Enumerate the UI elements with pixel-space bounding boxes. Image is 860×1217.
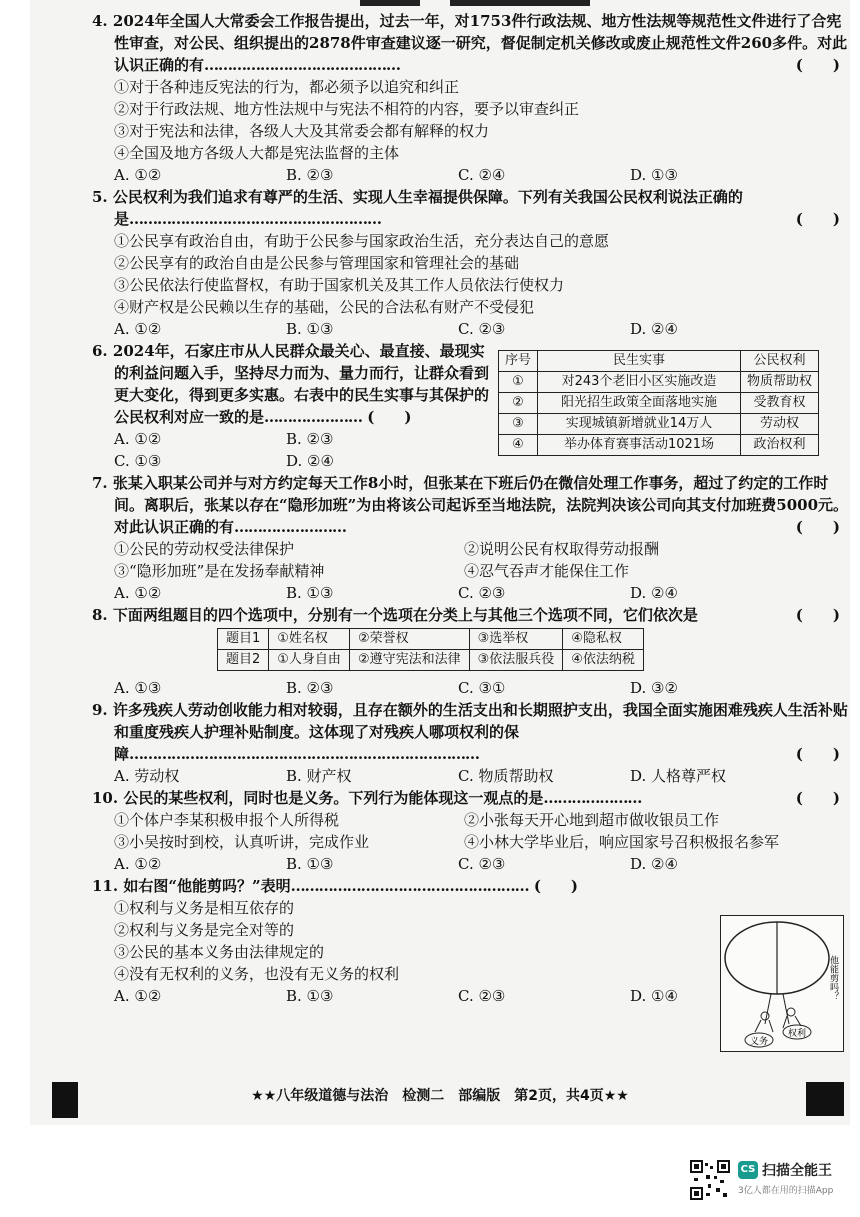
option-a: A. ①② [114,987,162,1005]
option-a: A. ①② [114,320,162,338]
question-stem: 6. 2024年，石家庄市从人民群众最关心、最直接、最现实的利益问题入手，坚持尽力而为、量力而行，让群众看到更大变化，得到更多实惠。右表中的民生实事与其保护的公民权利对应一致的是 [92,342,490,426]
table-cell: ④隐私权 [563,629,644,650]
exam-sheet [30,0,850,1125]
option-c: C. ②③ [458,987,506,1005]
table-cell: 受教育权 [741,393,819,414]
option-d: D. ②④ [630,855,678,873]
table-cell: ②遵守宪法和法律 [349,650,469,671]
table-cell: 政治权利 [741,435,819,456]
option-b: B. 财产权 [286,767,352,785]
table-row [218,650,644,671]
option-c: C. ①③ [114,452,162,470]
question-5: 5. 公民权利为我们追求有尊严的生活、实现人生幸福提供保障。下列有关我国公民权利说法正确的是……………………………………………… ( ) ①公民享有政治自由，有助于公民参与国家政治生活，充分表达自己的意愿 ②公民享有的政治自由是公民参与管理国家和管理社会的基础 ③公民依法行使监督权，有助于国家机关及其工作人员依法行使权力 ④财产权是公民赖以生存的基础，公民的合法私有财产不受侵犯 A. ①② B. ①③ C. ②③ D. ②④ [92,186,848,340]
question-9: 9. 许多残疾人劳动创收能力相对较弱，且存在额外的生活支出和长期照护支出，我国全面实施困难残疾人生活补贴和重度残疾人护理补贴制度。这体现了对残疾人哪项权利的保障………………………………………………………………… ( ) A. 劳动权 B. 财产权 C. 物质帮助权 D. 人格尊严权 [92,701,848,785]
table-cell: ②荣誉权 [349,629,469,650]
option-a: A. ①② [114,855,162,873]
question-stem: 7. 张某入职某公司并与对方约定每天工作8小时，但张某在下班后仍在微信处理工作事务，超过了约定的工作时间。离职后，张某以存在“隐形加班”为由将该公司起诉至当地法院，法院判决该公司向其支付加班费5000元。对此认识正确的有 [92,474,849,536]
option-d: D. ①③ [630,166,678,184]
table-cell: 劳动权 [741,414,819,435]
page-footer: ★★八年级道德与法治 检测二 部编版 第2页，共4页★★ [251,1088,629,1104]
question-11: 11. 如右图“他能剪吗？”表明…………………………………………… ( ) ①权利与义务是相互依存的 ②权利与义务是完全对等的 ③公民的基本义务由法律规定的 ④没有无权利的义务，也没有无义务的权利 A. ①② B. ①③ C. ②③ D. ①④ [92,875,848,1007]
statement: ④没有无权利的义务，也没有无义务的权利 [114,965,400,983]
qr-code-icon [690,1160,730,1200]
table-cell: 题目2 [218,650,269,671]
option-a: A. ①② [114,430,162,448]
option-b: B. ①③ [286,320,334,338]
questions [92,10,848,1007]
table-cell: 物质帮助权 [741,372,819,393]
table-cell: 实现城镇新增就业14万人 [538,414,741,435]
statement: ②对于行政法规、地方性法规中与宪法不相符的内容，要予以审查纠正 [114,100,580,118]
option-b: B. ①③ [286,987,334,1005]
cartoon-label-right: 权利 [787,1029,807,1039]
option-d: D. ②④ [630,584,678,602]
table-header: 序号 [499,351,538,372]
table-row [499,393,819,414]
statement: ③公民的基本义务由法律规定的 [114,943,325,961]
option-c: C. ②③ [458,320,506,338]
question-7: 7. 张某入职某公司并与对方约定每天工作8小时，但张某在下班后仍在微信处理工作事务，超过了约定的工作时间。离职后，张某以存在“隐形加班”为由将该公司起诉至当地法院，法院判决该公司向其支付加班费5000元。对此认识正确的有…………………… ( ) ①公民的劳动权受法律保护 ②说明公民有权取得劳动报酬 ③“隐形加班”是在发扬奉献精神 ④忍气吞声才能保住工作 A. ①② B. ①③ C. ②③ D. ②④ [92,474,849,602]
table-header: 公民权利 [741,351,819,372]
option-a: A. ①② [114,584,162,602]
answer-paren: ( ) [795,789,840,807]
option-d: D. 人格尊严权 [630,767,727,785]
scanner-watermark [690,1155,850,1205]
statement: ③公民依法行使监督权，有助于国家机关及其工作人员依法行使权力 [114,276,565,294]
question-stem: 4. 2024年全国人大常委会工作报告提出，过去一年，对1753件行政法规、地方性法规等规范性文件进行了合宪性审查，对公民、组织提出的2878件审查建议逐一研究，督促制定机关修改或废止规范性文件260多件。对此认识正确的有 [92,12,848,74]
option-d: D. ②④ [630,320,678,338]
option-d: D. ①④ [630,987,678,1005]
option-c: C. ②③ [458,584,506,602]
table-header: 民生实事 [538,351,741,372]
question-10: 10. 公民的某些权利，同时也是义务。下列行为能体现这一观点的是………………… ( ) ①个体户李某积极申报个人所得税 ②小张每天开心地到超市做收银员工作 ③小吴按时到校，认真听讲，完成作业 ④小林大学毕业后，响应国家号召积极报名参军 A. ①② B. ①③ C. ②③ D. ②④ [92,787,848,875]
option-b: B. ①③ [286,584,334,602]
answer-paren: ( ) [795,745,840,763]
cartoon-caption: 他能剪吗？ [828,955,838,1001]
statement: ③对于宪法和法律，各级人大及其常委会都有解释的权力 [114,122,490,140]
options [92,450,492,472]
question-stem: 5. 公民权利为我们追求有尊严的生活、实现人生幸福提供保障。下列有关我国公民权利说法正确的是 [92,188,743,228]
table-cell: ③选举权 [469,629,563,650]
table-cell: ①人身自由 [269,650,350,671]
statement: ④小林大学毕业后，响应国家号召积极报名参军 [464,833,780,851]
options [92,765,848,787]
option-c: C. ③① [458,679,506,697]
table-header-row [499,351,819,372]
answer-paren: ( ) [795,606,840,624]
options [92,428,492,450]
option-b: B. ②③ [286,430,334,448]
statement: ③小吴按时到校，认真听讲，完成作业 [114,833,370,851]
question-8 [92,604,848,699]
question-4: 4. 2024年全国人大常委会工作报告提出，过去一年，对1753件行政法规、地方性法规等规范性文件进行了合宪性审查，对公民、组织提出的2878件审查建议逐一研究，督促制定机关修改或废止规范性文件260多件。对此认识正确的有…………………………………… ( ) ①对于各种违反宪法的行为，都必须予以追究和纠正 ②对于行政法规、地方性法规中与宪法不相符的内容，要予以审查纠正 ③对于宪法和法律，各级人大及其常委会都有解释的权力 ④全国及地方各级人大都是宪法监督的主体 A. ①② B. ②③ C. ②④ D. ①③ [92,12,848,184]
statement: ②小张每天开心地到超市做收银员工作 [464,811,720,829]
livelihood-table [498,350,819,456]
option-b: B. ②③ [286,679,334,697]
table-cell: ③ [499,414,538,435]
statement: ③“隐形加班”是在发扬奉献精神 [114,562,325,580]
statement: ①公民的劳动权受法律保护 [114,540,295,558]
classification-table [217,628,644,671]
options [92,164,848,186]
brand-name: 扫描全能王 [762,1163,832,1179]
statement: ④忍气吞声才能保住工作 [464,562,630,580]
table-cell: ② [499,393,538,414]
table-row [218,629,644,650]
balloon-scissors-illustration [721,916,843,1051]
table-cell: 阳光招生政策全面落地实施 [538,393,741,414]
scan-edge-mark [450,0,590,6]
table-cell: ③依法服兵役 [469,650,563,671]
statement: ①个体户李某积极申报个人所得税 [114,811,340,829]
question-stem: 9. 许多残疾人劳动创收能力相对较弱，且存在额外的生活支出和长期照护支出，我国全面实施困难残疾人生活补贴和重度残疾人护理补贴制度。这体现了对残疾人哪项权利的保障 [92,701,848,763]
statement: ②权利与义务是完全对等的 [114,921,295,939]
options [92,853,848,875]
cartoon-figure [720,915,844,1052]
table-cell: ①姓名权 [269,629,350,650]
statement: ①公民享有政治自由，有助于公民参与国家政治生活，充分表达自己的意愿 [114,232,610,250]
table-cell: 举办体育赛事活动1021场 [538,435,741,456]
statement: ④财产权是公民赖以生存的基础，公民的合法私有财产不受侵犯 [114,298,535,316]
option-a: A. 劳动权 [114,767,180,785]
answer-paren: ( ) [795,56,840,74]
table-row [499,372,819,393]
statement: ④全国及地方各级人大都是宪法监督的主体 [114,144,400,162]
option-b: B. ②③ [286,166,334,184]
table-cell: ① [499,372,538,393]
options [92,677,848,699]
options [92,318,848,340]
table-row [499,435,819,456]
option-a: A. ①③ [114,679,162,697]
answer-paren: ( ) [795,210,840,228]
answer-paren: ( ) [533,877,579,895]
option-d: D. ②④ [286,452,334,470]
option-c: C. ②④ [458,166,506,184]
statement: ①对于各种违反宪法的行为，都必须予以追究和纠正 [114,78,460,96]
table-cell: 题目1 [218,629,269,650]
answer-paren: ( ) [367,408,412,426]
statement: ②公民享有的政治自由是公民参与管理国家和管理社会的基础 [114,254,520,272]
option-d: D. ③② [630,679,678,697]
option-c: C. ②③ [458,855,506,873]
statement: ②说明公民有权取得劳动报酬 [464,540,660,558]
table-cell: ④依法纳税 [563,650,644,671]
options [92,582,848,604]
question-stem: 10. 公民的某些权利，同时也是义务。下列行为能体现这一观点的是 [92,789,544,807]
answer-paren: ( ) [795,518,840,536]
brand-tagline: 3亿人都在用的扫描App [738,1186,834,1196]
option-b: B. ①③ [286,855,334,873]
option-c: C. 物质帮助权 [458,767,554,785]
option-a: A. ①② [114,166,162,184]
question-6: 6. 2024年，石家庄市从人民群众最关心、最直接、最现实的利益问题入手，坚持尽力而为、量力而行，让群众看到更大变化，得到更多实惠。右表中的民生实事与其保护的公民权利对应一致的是………………… ( ) A. ①② B. ②③ C. ①③ D. ②④ 序号 民生实事 公民权利 ① 对243个老旧小区实施改造 物质帮助权 ② 阳光招生政策全面落地实施 受教育权 ③ 实现城镇新增就业14万人 劳动权 ④ 举办体育赛事活动1021场 政治权利 [92,340,848,472]
cartoon-label-left: 义务 [749,1037,769,1047]
cs-logo-icon: CS [738,1161,758,1179]
statement: ①权利与义务是相互依存的 [114,899,295,917]
question-stem: 11. 如右图“他能剪吗？”表明 [92,877,291,895]
table-cell: ④ [499,435,538,456]
table-cell: 对243个老旧小区实施改造 [538,372,741,393]
table-row [499,414,819,435]
scan-edge-mark [360,0,420,6]
question-stem: 8. 下面两组题目的四个选项中，分别有一个选项在分类上与其他三个选项不同，它们依次是 [92,606,698,624]
